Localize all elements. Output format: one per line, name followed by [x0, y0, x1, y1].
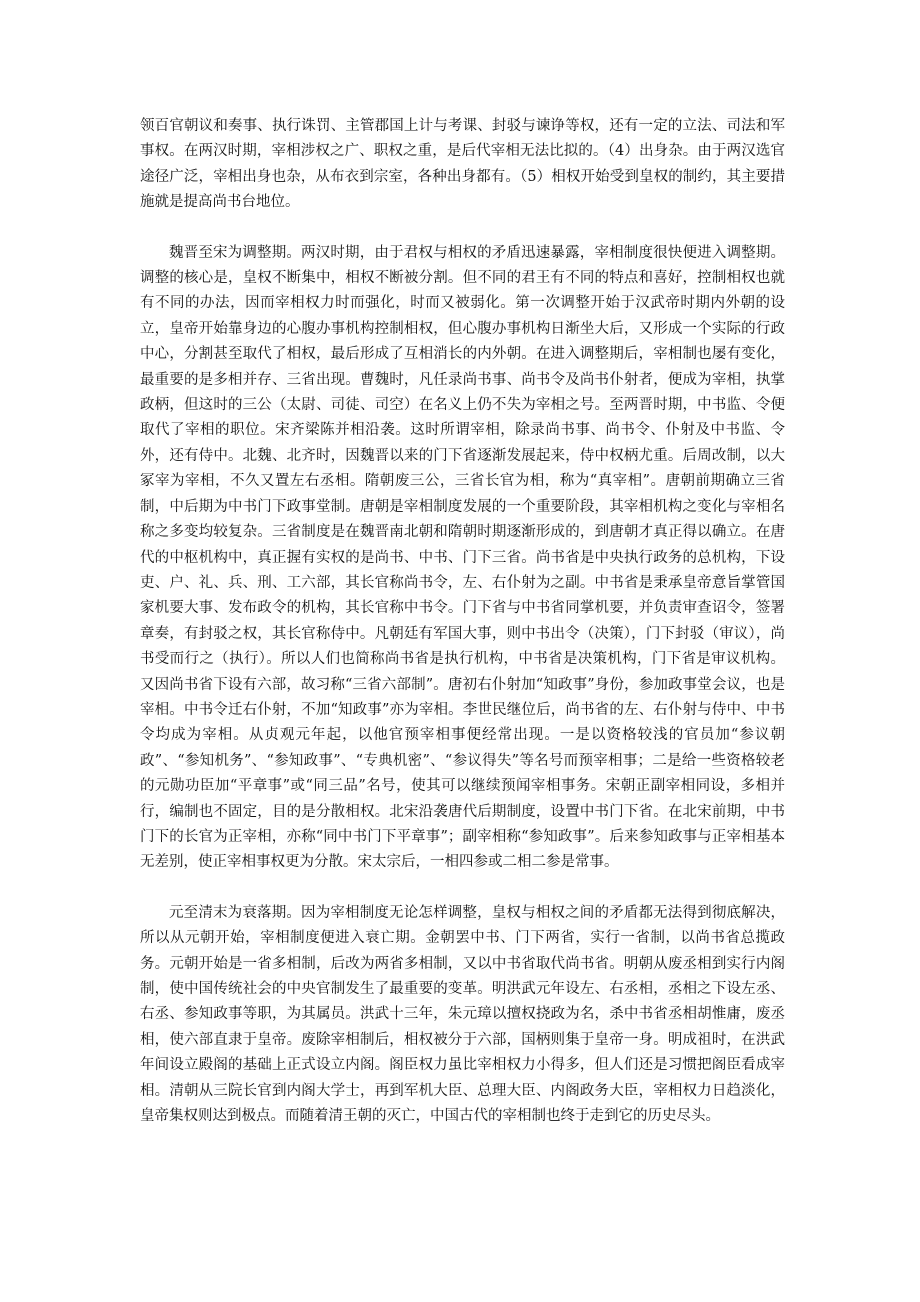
paragraph-decline-period: 元至清末为衰落期。因为宰相制度无论怎样调整，皇权与相权之间的矛盾都无法得到彻底解决，所以从元朝开始，宰相制度便进入衰亡期。金朝罢中书、门下两省，实行一省制，以尚书省总揽政务。元朝开始是一省多相制，后改为两省多相制，又以中书省取代尚书省。明朝从废丞相到实行内阁制，使中国传统社会的中央官制发生了最重要的变革。明洪武元年设左、右丞相，丞相之下设左丞、右丞、参知政事等职，为其属员。洪武十三年，朱元璋以擅权挠政为名，杀中书省丞相胡惟庸，废丞相，使六部直隶于皇帝。废除宰相制后，相权被分于六部，国柄则集于皇帝一身。明成祖时，在洪武年间设立殿阁的基础上正式设立内阁。阁臣权力虽比宰相权力小得多，但人们还是习惯把阁臣看成宰相。清朝从三院长官到内阁大学士，再到军机大臣、总理大臣、内阁政务大臣，宰相权力日趋淡化，皇帝集权则达到极点。而随着清王朝的灭亡，中国古代的宰相制也终于走到它的历史尽头。: [140, 904, 785, 1125]
document-body: [140, 114, 785, 1154]
paragraph-adjustment-period: 魏晋至宋为调整期。两汉时期，由于君权与相权的矛盾迅速暴露，宰相制度很快便进入调整期。调整的核心是，皇权不断集中，相权不断被分割。但不同的君王有不同的特点和喜好，控制相权也就有不同的办法，因而宰相权力时而强化，时而又被弱化。第一次调整开始于汉武帝时期内外朝的设立，皇帝开始靠身边的心腹办事机构控制相权，但心腹办事机构日渐坐大后，又形成一个实际的行政中心，分割甚至取代了相权，最后形成了互相消长的内外朝。在进入调整期后，宰相制也屡有变化，最重要的是多相并存、三省出现。曹魏时，凡任录尚书事、尚书令及尚书仆射者，便成为宰相，执掌政柄，但这时的三公（太尉、司徒、司空）在名义上仍不失为宰相之号。至两晋时期，中书监、令便取代了宰相的职位。宋齐梁陈并相沿袭。这时所谓宰相，除录尚书事、尚书令、仆射及中书监、令外，还有侍中。北魏、北齐时，因魏晋以来的门下省逐渐发展起来，侍中权柄尤重。后周改制，以大冢宰为宰相，不久又置左右丞相。隋朝废三公，三省长官为相，称为“真宰相”。唐朝前期确立三省制，中后期为中书门下政事堂制。唐朝是宰相制度发展的一个重要阶段，其宰相机构之变化与宰相名称之多变均较复杂。三省制度是在魏晋南北朝和隋朝时期逐渐形成的，到唐朝才真正得以确立。在唐代的中枢机构中，真正握有实权的是尚书、中书、门下三省。尚书省是中央执行政务的总机构，下设吏、户、礼、兵、刑、工六部，其长官称尚书令，左、右仆射为之副。中书省是秉承皇帝意旨掌管国家机要大事、发布政令的机构，其长官称中书令。门下省与中书省同掌机要，并负责审查诏令，签署章奏，有封驳之权，其长官称侍中。凡朝廷有军国大事，则中书出令（决策），门下封驳（审议），尚书受而行之（执行）。所以人们也简称尚书省是执行机构，中书省是决策机构，门下省是审议机构。又因尚书省下设有六部，故习称“三省六部制”。唐初右仆射加“知政事”身份，参加政事堂会议，也是宰相。中书令迁右仆射，不加“知政事”亦为宰相。李世民继位后，尚书省的左、右仆射与侍中、中书令均成为宰相。从贞观元年起，以他官预宰相事便经常出现。一是以资格较浅的官员加“参议朝政”、“参知机务”、“参知政事”、“专典机密”、“参议得失”等名号而预宰相事；二是给一些资格较老的元勋功臣加“平章事”或“同三品”名号，使其可以继续预闻宰相事务。宋朝正副宰相同设，多相并行，编制也不固定，目的是分散相权。北宋沿袭唐代后期制度，设置中书门下省。在北宋前期，中书门下的长官为正宰相，亦称“同中书门下平章事”；副宰相称“参知政事”。后来参知政事与正宰相基本无差别，使正宰相事权更为分散。宋太宗后，一相四参或二相二参是常事。: [140, 244, 785, 871]
paragraph-han-prime-ministers: 领百官朝议和奏事、执行诛罚、主管郡国上计与考课、封驳与谏诤等权，还有一定的立法、司法和军事权。在两汉时期，宰相涉权之广、职权之重，是后代宰相无法比拟的。（4）出身杂。由于两汉选官途径广泛，宰相出身也杂，从布衣到宗室，各种出身都有。（5）相权开始受到皇权的制约，其主要措施就是提高尚书台地位。: [140, 118, 785, 211]
